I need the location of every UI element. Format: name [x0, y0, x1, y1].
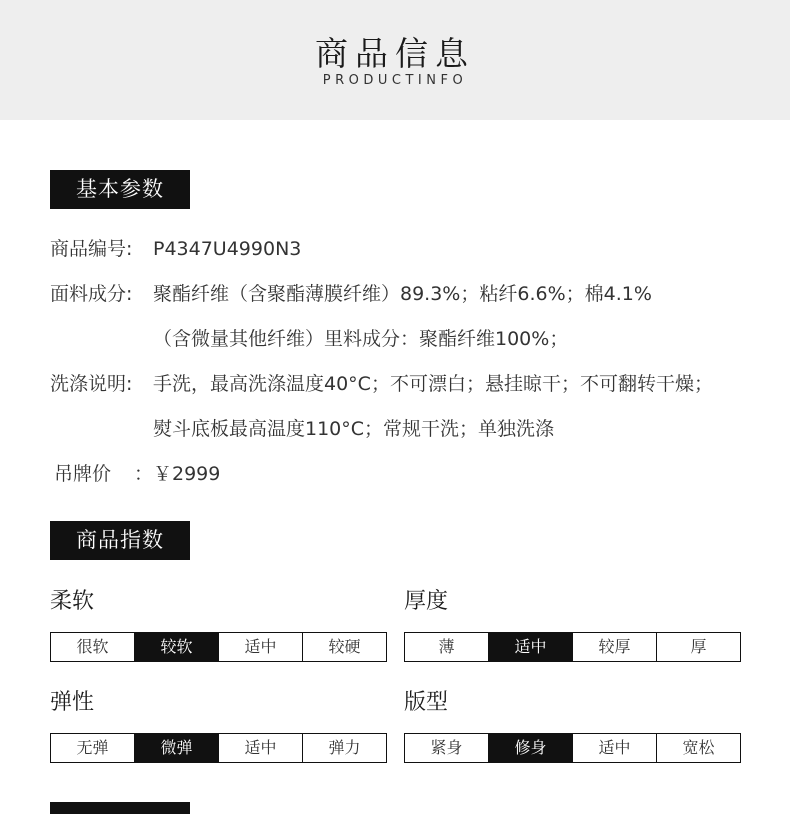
- wash-line-1: 手洗，最高洗涤温度40°C；不可漂白；悬挂晾干；不可翻转干燥；: [153, 373, 713, 395]
- product-index-tag: 商品指数: [50, 521, 190, 560]
- softness-option: 适中: [218, 633, 302, 661]
- elasticity-scale: [50, 733, 387, 763]
- softness-scale: [50, 632, 387, 662]
- wash-line-2: 熨斗底板最高温度110°C；常规干洗；单独洗涤: [153, 418, 555, 440]
- fit-option: 紧身: [405, 734, 488, 762]
- header-banner: [0, 0, 790, 120]
- product-code-label: 商品编号:: [50, 238, 133, 260]
- wash-label: 洗涤说明:: [50, 373, 133, 395]
- fabric-line-1: 聚酯纤维（含聚酯薄膜纤维）89.3%；粘纤6.6%；棉4.1%: [153, 283, 652, 305]
- thickness-option: 厚: [656, 633, 740, 661]
- next-section-tag: [50, 802, 190, 814]
- product-code-row: [50, 237, 301, 261]
- wash-row: [50, 372, 713, 396]
- price-value: ￥2999: [153, 463, 221, 485]
- elasticity-option: 微弹: [134, 734, 218, 762]
- elasticity-title: 弹性: [50, 690, 95, 715]
- fit-option: 修身: [488, 734, 572, 762]
- fabric-label: 面料成分:: [50, 283, 133, 305]
- elasticity-option: 弹力: [302, 734, 386, 762]
- thickness-option: 薄: [405, 633, 488, 661]
- price-row: [54, 462, 220, 486]
- price-label: 吊牌价: [54, 463, 112, 485]
- elasticity-option: 适中: [218, 734, 302, 762]
- fabric-row: [50, 282, 652, 306]
- softness-title: 柔软: [50, 589, 95, 614]
- fabric-line-2: （含微量其他纤维）里料成分：聚酯纤维100%；: [153, 328, 569, 350]
- fit-option: 适中: [572, 734, 656, 762]
- thickness-option: 较厚: [572, 633, 656, 661]
- softness-option: 较硬: [302, 633, 386, 661]
- product-code-value: P4347U4990N3: [153, 238, 302, 260]
- thickness-scale: [404, 632, 741, 662]
- page-title: 商品信息: [315, 34, 475, 73]
- softness-option: 很软: [51, 633, 134, 661]
- price-colon: ：: [134, 463, 154, 485]
- fit-scale: [404, 733, 741, 763]
- fit-title: 版型: [404, 690, 449, 715]
- elasticity-option: 无弹: [51, 734, 134, 762]
- basic-params-tag: 基本参数: [50, 170, 190, 209]
- page-subtitle: PRODUCTINFO: [322, 73, 468, 88]
- thickness-title: 厚度: [404, 589, 449, 614]
- softness-option: 较软: [134, 633, 218, 661]
- fit-option: 宽松: [656, 734, 740, 762]
- thickness-option: 适中: [488, 633, 572, 661]
